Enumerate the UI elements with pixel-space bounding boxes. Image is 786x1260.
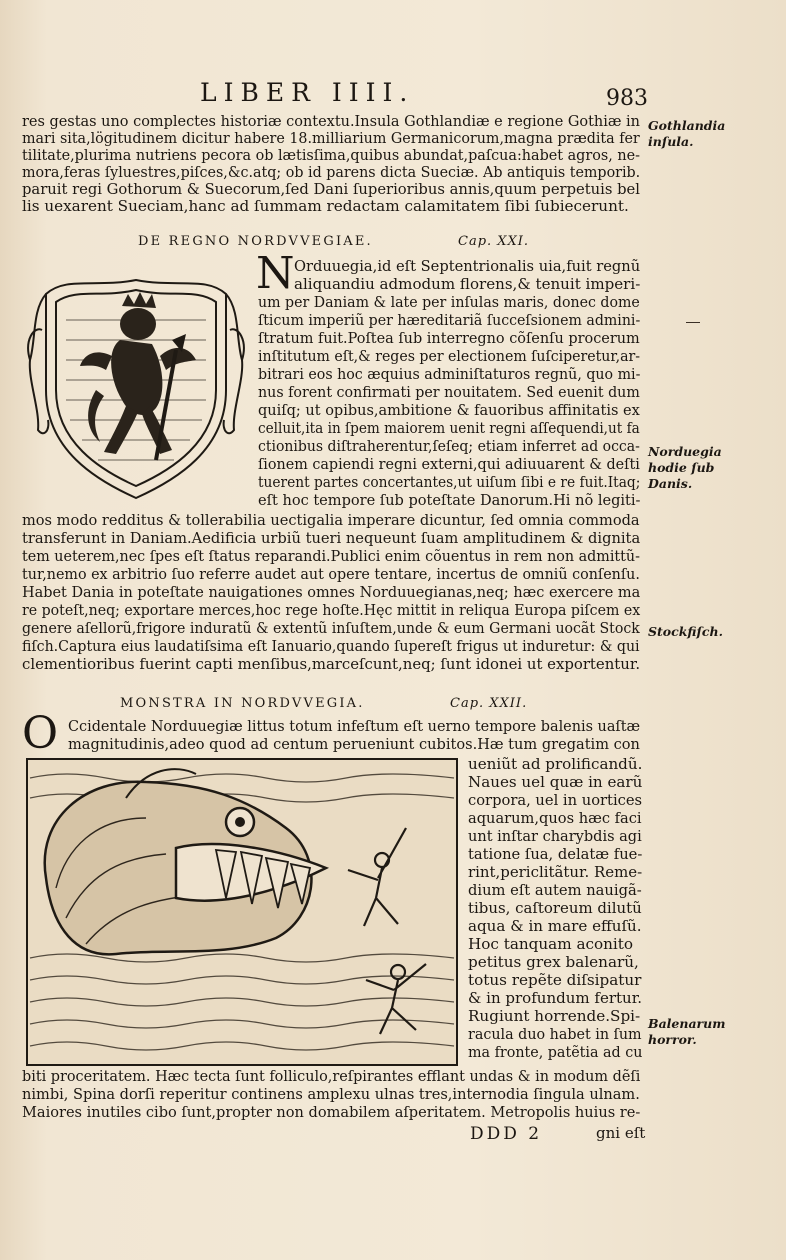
catchword: gni eſt: [596, 1124, 646, 1142]
margin-note: Danis.: [648, 476, 693, 491]
chapter-heading: MONSTRA IN NORDVVEGIA.: [120, 696, 365, 711]
text-line: lis uexarent Sueciam,hanc ad ſummam redactam calamitatem ſibi ſubiecerunt.: [22, 197, 629, 215]
text-line: corpora, uel in uortices: [468, 791, 643, 809]
text-line: biti proceritatem. Hæc tecta ſunt folliculo,reſpirantes efflant undas & in modum dẽſi: [22, 1067, 641, 1085]
text-line: ſtratum fuit.Poſtea ſub interregno cõſenſu procerum: [258, 329, 640, 347]
text-line: ma fronte, patẽtia ad cu: [468, 1043, 643, 1061]
chapter-heading: DE REGNO NORDVVEGIAE.: [138, 234, 373, 249]
text-line: Hoc tanquam aconito: [468, 935, 634, 953]
margin-note: Norduegia: [648, 444, 722, 459]
text-line: celluit,ita in ſpem maiorem uenit regni aſſequendi,ut fa: [258, 419, 640, 437]
coat-of-arms-woodcut: [26, 270, 246, 502]
text-line: Naues uel quæ in earũ: [468, 773, 643, 791]
text-line: aquarum,quos hæc faci: [468, 809, 642, 827]
margin-note: inſula.: [648, 134, 694, 149]
text-line: bitrari eos hoc æquius adminiſtaturos regnũ, quo mi-: [258, 365, 641, 383]
text-line: tem ueterem,nec ſpes eſt ſtatus reparandi.Publici enim cõuentus in rem non admittũ-: [22, 547, 640, 565]
text-line: petitus grex balenarũ,: [468, 953, 639, 971]
text-line: paruit regi Gothorum & Suecorum,ſed Dani ſuperioribus annis,quum perpetuis bel: [22, 180, 640, 198]
text-line: & in profundum fertur.: [468, 989, 643, 1007]
margin-note: horror.: [648, 1032, 697, 1047]
text-line: quiſq; ut opibus,ambitione & fauoribus affinitatis ex: [258, 401, 640, 419]
signature-mark: DDD 2: [470, 1124, 543, 1144]
text-line: res gestas uno complectes historiæ contextu.Insula Gothlandiæ e regione Gothiæ in: [22, 112, 640, 130]
text-line: tilitate,plurima nutriens pecora ob lætisſima,quibus abundat,paſcua:habet agros, ne-: [22, 146, 640, 164]
text-line: tuerent partes concertantes,ut uiſum ſibi e re fuit.Itaq;: [258, 473, 641, 491]
margin-note: Balenarum: [648, 1016, 726, 1031]
text-line: Ccidentale Norduuegiæ littus totum infeſtum eſt uerno tempore balenis uaſtæ: [68, 717, 641, 735]
margin-note: Stockfiſch.: [648, 624, 723, 639]
text-line: mari sita,lögitudinem dicitur habere 18.milliarium Germanicorum,magna prædita fer: [22, 129, 640, 147]
text-line: clementioribus fuerint capti menſibus,marceſcunt,neq; ſunt idonei ut exportentur.: [22, 655, 641, 673]
text-line: dium eſt autem nauigã-: [468, 881, 642, 899]
text-line: mos modo redditus & tollerabilia uectigalia imperare dicuntur, ſed omnia commoda: [22, 511, 640, 529]
text-line: transferunt in Daniam.Aedificia urbiũ tueri nequeunt ſuam amplitudinem & dignita: [22, 529, 641, 547]
text-line: totus repẽte diſsipatur: [468, 971, 642, 989]
text-line: re poteſt,neq; exportare merces,hoc rege hoſte.Hęc mittit in reliqua Europa piſcem ex: [22, 601, 641, 619]
text-line: rint,periclitãtur. Reme-: [468, 863, 643, 881]
text-line: Habet Dania in poteſtate nauigationes omnes Norduuegianas,neq; hæc exercere ma: [22, 583, 641, 601]
text-line: eſt hoc tempore ſub poteſtate Danorum.Hi nõ legiti-: [258, 491, 641, 509]
text-line: tur,nemo ex arbitrio ſuo referre audet aut opere tentare, incertus de omniũ conſenſu.: [22, 565, 640, 583]
drop-cap: N: [256, 248, 295, 299]
text-line: nimbi, Spina dorſi reperitur continens amplexu ulnas tres,internodia ſingula ulnam.: [22, 1085, 640, 1103]
text-line: inſtitutum eſt,& reges per electionem ſuſciperetur,ar-: [258, 347, 641, 365]
text-line: racula duo habet in ſum: [468, 1025, 642, 1043]
text-line: Orduuegia,id eſt Septentrionalis uia,fuit regnũ: [294, 257, 641, 275]
sea-monster-woodcut: [26, 758, 458, 1066]
page-number: 983: [606, 86, 648, 111]
text-line: tatione ſua, delatæ fue-: [468, 845, 643, 863]
text-line: nus forent confirmati per nouitatem. Sed euenit dum: [258, 383, 640, 401]
text-line: Rugiunt horrende.Spi-: [468, 1007, 641, 1025]
text-line: genere aſellorũ,frigore induratũ & extentũ inſuſtem,unde & eum Germani uocãt Stock: [22, 619, 640, 637]
text-line: mora,feras ſyluestres,piſces,&c.atq; ob id parens dicta Sueciæ. Ab antiquis temporib.: [22, 163, 641, 181]
text-line: um per Daniam & late per inſulas maris, donec dome: [258, 293, 640, 311]
text-line: fiſch.Captura eius laudatiſsima eſt Ianuario,quando ſupereſt frigus ut induretur: & qui: [22, 637, 640, 655]
chapter-number: Cap. XXI.: [458, 234, 530, 249]
text-line: aqua & in mare effuſũ.: [468, 917, 642, 935]
margin-dash: [686, 322, 700, 323]
text-line: ctionibus diſtraherentur,ſeſeq; etiam inferret ad occa-: [258, 437, 640, 455]
running-title: LIBER IIII.: [200, 78, 415, 107]
margin-note: hodie ſub: [648, 460, 715, 475]
margin-note: Gothlandia: [648, 118, 726, 133]
text-line: unt inſtar charybdis agi: [468, 827, 642, 845]
text-line: ueniũt ad prolificandũ.: [468, 755, 643, 773]
text-line: ſticum imperiũ per hæreditariã ſucceſsionem admini-: [258, 311, 641, 329]
text-line: magnitudinis,adeo quod ad centum perueniunt cubitos.Hæ tum gregatim con: [68, 735, 640, 753]
chapter-number: Cap. XXII.: [450, 696, 528, 711]
text-line: tibus, caſtoreum dilutũ: [468, 899, 642, 917]
drop-cap: O: [22, 708, 59, 759]
text-line: Maiores inutiles cibo ſunt,propter non domabilem aſperitatem. Metropolis huius re-: [22, 1103, 641, 1121]
text-line: ſionem capiendi regni externi,qui adiuuarent & deſti: [258, 455, 640, 473]
text-line: aliquandiu admodum florens,& tenuit imperi-: [294, 275, 641, 293]
